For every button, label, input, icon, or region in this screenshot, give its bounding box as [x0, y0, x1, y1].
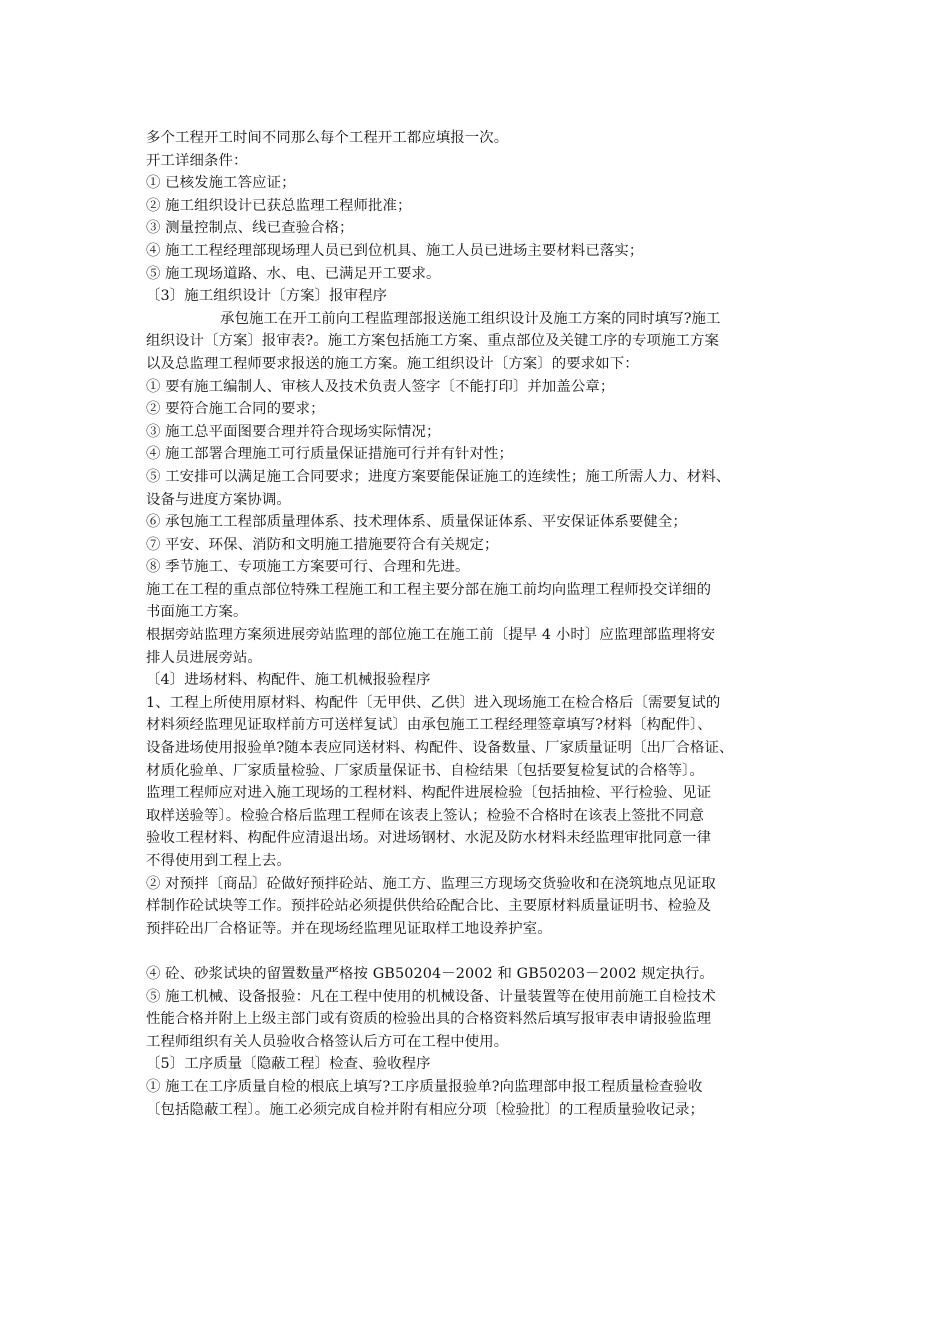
document-body	[146, 127, 836, 1121]
list-item: ① 要有施工编制人、审核人及技术负责人签字〔不能打印〕并加盖公章；	[146, 378, 615, 395]
paragraph-line: 书面施工方案。	[146, 604, 248, 621]
list-item: ⑧ 季节施工、专项施工方案要可行、合理和先进。	[146, 559, 470, 576]
section-heading: 〔3〕施工组织设计〔方案〕报审程序	[146, 288, 388, 305]
paragraph-line: 承包施工在开工前向工程监理部报送施工组织设计及施工方案的同时填写?施工	[220, 310, 721, 327]
list-item: ⑤ 施工机械、设备报验：凡在工程中使用的机械设备、计量装置等在使用前施工自检技术	[146, 988, 716, 1005]
list-item: ⑥ 承包施工工程部质量理体系、技术理体系、质量保证体系、平安保证体系要健全；	[146, 514, 687, 531]
section-heading: 〔4〕进场材料、构配件、施工机械报验程序	[146, 672, 431, 689]
paragraph-line: 1、工程上所使用原材料、构配件〔无甲供、乙供〕进入现场施工在检合格后〔需要复试的	[146, 694, 721, 711]
list-item: 性能合格并附上上级主部门或有资质的检验出具的合格资料然后填写报审表申请报验监理	[146, 1011, 712, 1028]
paragraph-line: 材料须经监理见证取样前方可送样复试〕由承包施工工程经理签章填写?材料〔构配件〕、	[146, 717, 712, 734]
paragraph-line: 根据旁站监理方案须进展旁站监理的部位施工在施工前〔提早 4 小时〕应监理部监理将安	[146, 627, 716, 644]
list-item: 预拌砼出厂合格证等。并在现场经监理见证取样工地设养护室。	[146, 920, 552, 937]
paragraph-line: 排人员进展旁站。	[146, 649, 262, 666]
list-item: ④ 砼、砂浆试块的留置数量严格按 GB50204－2002 和 GB50203－2002 规定执行。	[146, 965, 714, 982]
paragraph-line: 设备进场使用报验单?随本表应同送材料、构配件、设备数量、厂家质量证明〔出厂合格证、	[146, 740, 734, 757]
list-item: 〔包括隐蔽工程〕。施工必须完成自检并附有相应分项〔检验批〕的工程质量验收记录；	[146, 1101, 704, 1118]
paragraph-line: 监理工程师应对进入施工现场的工程材料、构配件进展检验〔包括抽检、平行检验、见证	[146, 785, 712, 802]
list-item: ④ 施工工程经理部现场理人员已到位机具、施工人员已进场主要材料已落实；	[146, 242, 644, 259]
section-heading: 〔5〕工序质量〔隐蔽工程〕检查、验收程序	[146, 1056, 431, 1073]
paragraph-line: 取样送验等〕。检验合格后监理工程师在该表上签认；检验不合格时在该表上签批不同意	[146, 807, 704, 824]
text-line: 多个工程开工时间不同那么每个工程开工都应填报一次。	[146, 130, 509, 146]
paragraph-line: 不得使用到工程上去。	[146, 853, 291, 869]
paragraph-line: 组织设计〔方案〕报审表?。施工方案包括施工方案、重点部位及关键工序的专项施工方案	[146, 333, 719, 350]
list-item: ④ 施工部署合理施工可行质量保证措施可行并有针对性；	[146, 446, 513, 463]
blank-line	[146, 940, 836, 963]
paragraph-line: 以及总监理工程师要求报送的施工方案。施工组织设计〔方案〕的要求如下：	[146, 355, 639, 372]
list-item: ⑤ 工安排可以满足施工合同要求；进度方案要能保证施工的连续性；施工所需人力、材料、	[146, 468, 731, 485]
list-item: ① 已核发施工答应证；	[146, 175, 296, 192]
list-item: ① 施工在工序质量自检的根底上填写?工序质量报验单?向监理部申报工程质量检查验收	[146, 1078, 703, 1095]
list-item: 样制作砼试块等工作。预拌砼站必须提供供给砼配合比、主要原材料质量证明书、检验及	[146, 898, 712, 915]
list-item: ⑤ 施工现场道路、水、电、已满足开工要求。	[146, 265, 441, 282]
list-item: ② 要符合施工合同的要求；	[146, 401, 325, 418]
paragraph-line: 材质化验单、厂家质量检验、厂家质量保证书、自检结果〔包括要复检复试的合格等〕。	[146, 762, 704, 779]
section-heading: 开工详细条件：	[146, 152, 248, 169]
paragraph-line: 验收工程材料、构配件应清退出场。对进场钢材、水泥及防水材料未经监理审批同意一律	[146, 830, 712, 847]
list-item: ② 对预拌〔商品〕砼做好预拌砼站、施工方、监理三方现场交货验收和在浇筑地点见证取	[146, 875, 716, 892]
paragraph-line: 施工在工程的重点部位特殊工程施工和工程主要分部在施工前均向监理工程师投交详细的	[146, 581, 712, 598]
list-item: 工程师组织有关人员验收合格签认后方可在工程中使用。	[146, 1033, 509, 1050]
list-item: ③ 测量控制点、线已查验合格；	[146, 220, 354, 237]
list-item: ③ 施工总平面图要合理并符合现场实际情况；	[146, 423, 441, 440]
list-item: ⑦ 平安、环保、消防和文明施工措施要符合有关规定；	[146, 536, 499, 553]
list-item: 设备与进度方案协调。	[146, 491, 291, 508]
list-item: ② 施工组织设计已获总监理工程师批准；	[146, 197, 412, 214]
